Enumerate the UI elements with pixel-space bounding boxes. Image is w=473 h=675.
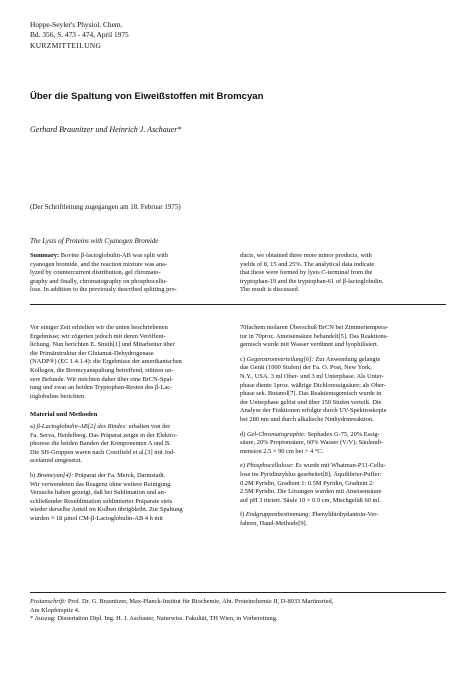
summary-line: lyzed by countercurrent distribution, gel chromato-	[30, 269, 161, 277]
body-line: lose im Pyridinzyklus gearbeitet[8]; Äquilibrier-Puffer:	[240, 470, 382, 478]
body-right-column	[240, 324, 446, 528]
body-line: das Gerät (1000 Stufen) der Fa. O. Post, New York,	[240, 364, 372, 372]
item-heading: Bromcyan[4]:	[36, 471, 74, 479]
body-line: Sephadex G-75, 20% Essig-	[307, 430, 380, 438]
authors: Gerhard Braunitzer und Heinrich J. Aschauer*	[30, 125, 182, 134]
item-label: b)	[30, 471, 36, 479]
summary-line: yields of 8, 15 and 25%. The analytical data indicate	[240, 260, 375, 268]
body-line: 70fachem molaren Überschuß BrCN bei Zimmertempera-	[240, 324, 389, 331]
body-line: 0.2M Pyridin, Gradient 1: 0.5M Pyridin, Gradient 2:	[240, 479, 375, 487]
body-line: tung und zwar an beiden Tryptophan-Resten des β-Lac-	[30, 384, 173, 392]
body-line: Präparat der Fa. Merck, Darmstadt.	[74, 471, 166, 479]
body-line: fahren, Hand-Methode[9].	[240, 519, 308, 527]
body-line: Wir verwendeten das Reagenz ohne weitere Reinigung.	[30, 480, 172, 488]
body-line: die Primärstruktur der Glutamat-Dehydrogenase	[30, 349, 154, 357]
body-line: phase diente 1proz. wäßrige Dichloressigsäure; als Ober-	[240, 381, 386, 389]
body-line: lichung. Nun berichten E. Smith[1] und Mitarbeiter über	[30, 341, 175, 349]
footnote-address	[30, 598, 446, 624]
body-line: phorese die beiden Banden der Komponenten A und B.	[30, 440, 171, 448]
body-line: auf pH 3 titriert. Säule 10 × 0.9 cm, Mischgefäß 60 ml.	[240, 496, 381, 504]
summary-divider	[30, 304, 446, 305]
item-label: d)	[240, 430, 246, 438]
body-line: sere Befunde. Wir möchten daher über eine BrCN-Spal-	[30, 375, 174, 383]
summary-line: tryptophan-19 and the tryptophan-61 of β-lactoglobulin.	[240, 277, 384, 285]
item-label: f)	[240, 511, 245, 519]
summary-line: lose. In addition to the previously described splitting pro-	[30, 286, 177, 294]
received-note: (Der Schriftleitung zugegangen am 18. Februar 1975)	[30, 203, 181, 211]
journal-name: Hoppe-Seyler's Physiol. Chem.	[30, 20, 123, 29]
body-line: Versuche haben gezeigt, daß bei Sublimation und an-	[30, 489, 166, 497]
summary-left	[30, 252, 226, 295]
body-line: Zur Anwendung gelangte	[315, 355, 381, 363]
item-heading: β-Lactoglobulin-AB[2] des Rindes:	[36, 422, 128, 430]
postscript-label: Postanschrift:	[30, 598, 67, 605]
section-label: KURZMITTEILUNG	[30, 41, 102, 50]
body-line: N.Y., USA. 3 ml Ober- und 3 ml Unterphase. Als Unter-	[240, 372, 384, 380]
body-line: der Unterphase gelöst und über 150 Stufen verteilt. Die	[240, 398, 382, 406]
summary-line: graphy and finally, chromatography on phosphocellu-	[30, 277, 168, 285]
item-heading: Gel-Chromatographie:	[246, 430, 306, 438]
body-line: Vor einiger Zeit erhielten wir die unten beschriebenen	[30, 324, 168, 331]
footnote-divider	[30, 592, 446, 593]
item-label: e)	[240, 462, 245, 470]
item-heading: Phosphocellulose:	[246, 462, 294, 470]
body-line: phase sek. Butanol[7]. Das Reaktionsgemisch wurde in	[240, 390, 382, 398]
body-line: (NADP®) (EC 1.4.1.4): die Ergebnisse der amerikanischen	[30, 358, 182, 366]
body-line: erhalten von der	[128, 422, 171, 430]
summary-line: The result is discussed.	[240, 286, 300, 294]
summary-line: cyanogen bromide, and the reaction mixture was ana-	[30, 260, 167, 268]
body-line: Die SH-Gruppen waren nach Crestfield et al.[3] mit Jod-	[30, 448, 176, 456]
summary-label: Summary:	[30, 252, 60, 259]
english-title: The Lysis of Proteins with Cyanogen Bromide	[30, 237, 159, 245]
body-line: mension 2.5 × 90 cm bei + 4 °C.	[240, 447, 324, 455]
postscript-line: Prof. Dr. G. Braunitzer, Max-Planck-Institut für Biochemie, Abt. Proteinchemie II, D-8033 Martinsried,	[67, 598, 334, 605]
body-line: bei 280 nm und durch alkalische Ninhydrinreaktion.	[240, 415, 374, 423]
body-line: Es wurde mit Whatman-P11-Cellu-	[295, 462, 386, 470]
summary-line: that these were formed by lysis C-terminal from the	[240, 269, 373, 277]
body-line: Analyse der Fraktionen erfolgte durch UV-Spektroskopie	[240, 407, 387, 415]
summary-line: ducts, we obtained three more minor products, with	[240, 252, 372, 259]
body-line: schließender Resublimation sublimierter Präparate stets	[30, 497, 173, 505]
body-line: tur in 70proz. Ameisensäure behandelt[5]. Das Reaktions-	[240, 332, 389, 340]
body-line: 2.5M Pyridin. Die Lösungen wurden mit Ameisensäure	[240, 488, 382, 496]
body-line: wurden ≡ 18 μmol CM-β-Lactoglobulin-AB 4 h mit	[30, 514, 163, 522]
page-title: Über die Spaltung von Eiweißstoffen mit Bromcyan	[30, 91, 264, 102]
body-line: gemisch wurde mit Wasser verdünnt und lyophilisiert.	[240, 341, 379, 349]
journal-volume: Bd. 356, S. 473 - 474, April 1975	[30, 30, 129, 39]
section-heading: Material und Methoden	[30, 411, 98, 419]
body-line: Kollegen, die Bromcyanspaltung betreffend, stützen un-	[30, 366, 174, 374]
body-line: acetamid umgesetzt.	[30, 457, 83, 465]
summary-line: Bovine β-lactoglobulin-AB was split with	[60, 252, 169, 259]
body-line: Phenylthiohydantoin-Ver-	[312, 511, 379, 519]
footnote-asterisk: * Auszug: Dissertation Dipl. Ing. H. J. Aschauer, Naturwiss. Fakultät, TH Wien, in Vorbereitung.	[30, 615, 278, 623]
body-line: wieder derselbe Anteil im Kolben übrigbleibt. Zur Spaltung	[30, 506, 183, 514]
summary-right	[240, 252, 446, 295]
item-label: c)	[240, 355, 245, 363]
body-line: Fa. Serva, Heidelberg. Das Präparat zeigte in der Elektro-	[30, 431, 178, 439]
item-heading: Endgruppenbestimmung:	[245, 511, 311, 519]
body-line: toglobulins berichten.	[30, 392, 86, 400]
body-line: Ergebnisse; wir zögerten jedoch mit deren Veröffent-	[30, 332, 166, 340]
body-line: säure, 20% Propionsäure, 60% Wasser (V/V); Säulendi-	[240, 439, 384, 447]
item-heading: Gegenstromverteilung[6]:	[246, 355, 314, 363]
postscript-line: Am Klopferspitz 4.	[30, 606, 80, 614]
body-left-column	[30, 324, 230, 523]
item-label: a)	[30, 422, 35, 430]
